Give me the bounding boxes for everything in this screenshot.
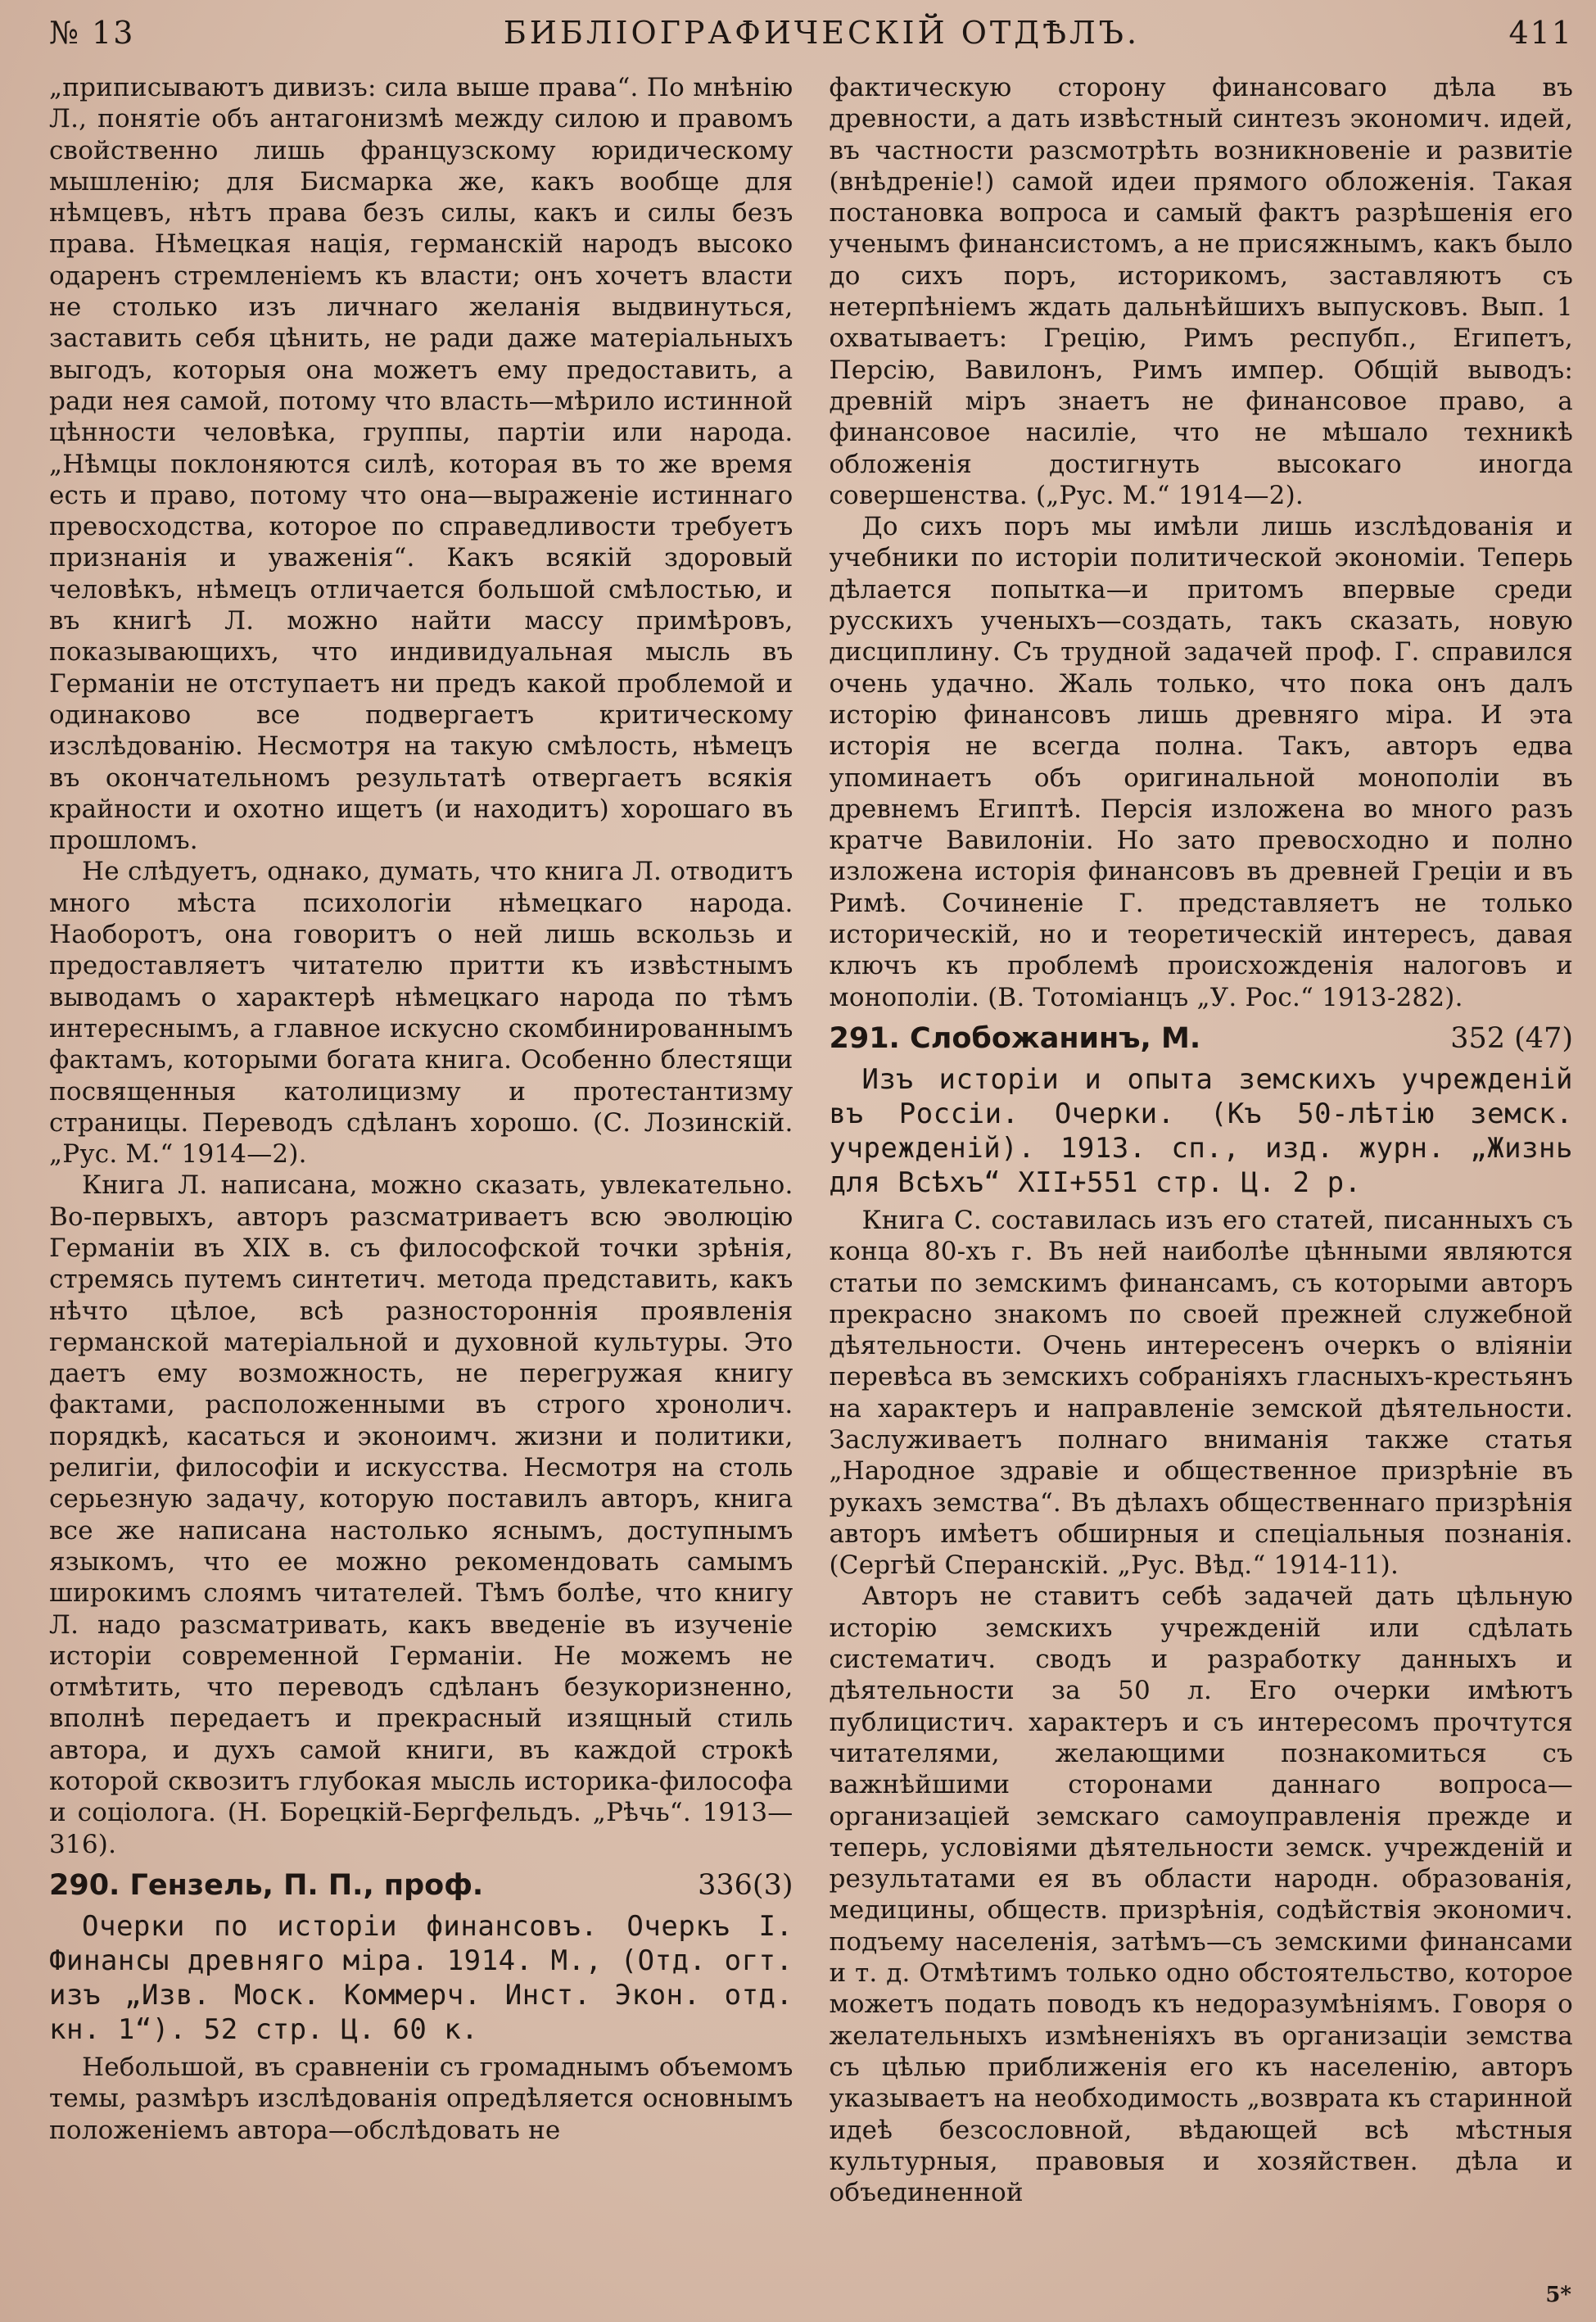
page-header (49, 15, 1573, 72)
entry-heading-290 (49, 1865, 793, 1906)
issue-number: № 13 (49, 15, 135, 51)
entry-title: Очерки по исторіи финансовъ. Очеркъ I. Финансы древняго міра. 1914. М., (Отд. огт. изъ „Изв. Моск. Коммерч. Инст. Экон. отд. кн. 1“). 52 стр. Ц. 60 к. (49, 1909, 793, 2046)
entry-count: 352 (47) (1450, 1021, 1573, 1055)
paragraph: фактическую сторону финансоваго дѣла въ древности, а дать извѣстный синтезъ экономич. идей, въ частности разсмотрѣть возникновеніе и развитіе (внѣдреніе!) самой идеи прямого обложенія. Такая постановка вопроса и самый фактъ разрѣшенія его ученымъ финансистомъ, а не присяжнымъ, какъ было до сихъ поръ, историкомъ, заставляютъ съ нетерпѣніемъ ждать дальнѣйшихъ выпусковъ. Вып. 1 охватываетъ: Грецію, Римъ респубп., Египетъ, Персію, Вавилонъ, Римъ импер. Общій выводъ: древній міръ знаетъ не финансовое право, а финансовое насиліе, что не мѣшало техникѣ обложенія достигнуть высокаго иногда совершенства. („Рус. М.“ 1914—2). (829, 73, 1573, 510)
signature-mark: 5* (1545, 2283, 1571, 2307)
section-title: БИБЛІОГРАФИЧЕСКІЙ ОТДѢЛЪ. (503, 15, 1141, 51)
paragraph: Книга С. составилась изъ его статей, писанныхъ съ конца 80-хъ г. Въ ней наиболѣе цѣнными являются статьи по земскимъ финансамъ, съ которыми авторъ прекрасно знакомъ по своей прежней служебной дѣятельности. Очень интересенъ очеркъ о вліяніи перевѣса въ земскихъ собраніяхъ гласныхъ-крестьянъ на характеръ и направленіе земской дѣятельности. Заслуживаетъ полнаго вниманія также статья „Народное здравіе и общественное призрѣніе въ рукахъ земства“. Въ дѣлахъ общественнаго призрѣнія авторъ имѣетъ обширныя и спеціальныя познанія. (Сергѣй Сперанскій. „Рус. Вѣд.“ 1914-11). (829, 1205, 1573, 1581)
paragraph: „приписываютъ дивизъ: сила выше права“. По мнѣнію Л., понятіе объ антагонизмѣ между силою и правомъ свойственно лишь французскому юридическому мышленію; для Бисмарка же, какъ вообще для нѣмцевъ, нѣтъ права безъ силы, какъ и силы безъ права. Нѣмецкая нація, германскій народъ высоко одаренъ стремленіемъ къ власти; онъ хочетъ власти не столько изъ личнаго желанія выдвинуться, заставить себя цѣнить, не ради даже матеріальныхъ выгодъ, которыя она можетъ ему предоставить, а ради нея самой, потому что власть—мѣрило истинной цѣнности человѣка, группы, партіи или народа. „Нѣмцы поклоняются силѣ, которая въ то же время есть и право, потому что она—выраженіе истиннаго превосходства, которое по справедливости требуетъ признанія и уваженія“. Какъ всякій здоровый человѣкъ, нѣмецъ отличается большой смѣлостью, и въ книгѣ Л. можно найти массу примѣровъ, показывающихъ, что индивидуальная мысль въ Германіи не отступаетъ ни предъ какой проблемой и одинаково все подвергаетъ критическому изслѣдованію. Несмотря на такую смѣлость, нѣмецъ въ окончательномъ результатѣ отвергаетъ всякія крайности и охотно ищетъ (и находитъ) хорошаго въ прошломъ. (49, 73, 793, 856)
entry-count: 336(3) (698, 1868, 793, 1902)
entry-author: 290. Гензель, П. П., проф. (49, 1868, 484, 1902)
paragraph: До сихъ поръ мы имѣли лишь изслѣдованія и учебники по исторіи политической экономіи. Теперь дѣлается попытка—и притомъ впервые среди русскихъ ученыхъ—создать, такъ сказать, новую дисциплину. Съ трудной задачей проф. Г. справился очень удачно. Жаль только, что пока онъ далъ исторію финансовъ лишь древняго міра. И эта исторія не всегда полна. Такъ, авторъ едва упоминаетъ объ оригинальной монополіи въ древнемъ Египтѣ. Персія изложена во много разъ кратче Вавилоніи. Но зато превосходно и полно изложена исторія финансовъ въ древней Греціи и въ Римѣ. Сочиненіе Г. представляетъ не только историческій, но и теоретическій интересъ, давая ключъ къ проблемѣ происхожденія налоговъ и монополіи. (В. Тотоміанцъ „У. Рос.“ 1913-282). (829, 512, 1573, 1012)
paragraph: Авторъ не ставитъ себѣ задачей дать цѣльную исторію земскихъ учрежденій или сдѣлать систематич. сводъ и разработку данныхъ и дѣятельности за 50 л. Его очерки имѣютъ публицистич. характеръ и съ интересомъ прочтутся читателями, желающими познакомиться съ важнѣйшими сторонами даннаго вопроса—организаціей земскаго самоуправленія прежде и теперь, условіями дѣятельности земск. учрежденій и результатами ея въ области народн. образованія, медицины, обществ. призрѣнія, содѣйствія экономич. подъему населенія, затѣмъ—съ земскими финансами и т. д. Отмѣтимъ только одно обстоятельство, которое можетъ подать поводъ къ недоразумѣніямъ. Говоря о желательныхъ измѣненіяхъ въ организаціи земства съ цѣлью приближенія его къ населенію, авторъ указываетъ на необходимость „возврата къ старинной идеѣ безсословной, вѣдающей всѣ мѣстныя культурныя, правовыя и хозяйствен. дѣла и объединенной (829, 1582, 1573, 2208)
entry-title: Изъ исторіи и опыта земскихъ учрежденій въ Россіи. Очерки. (Къ 50-лѣтію земск. учрежденій). 1913. сп., изд. журн. „Жизнь для Всѣхъ“ XII+551 стр. Ц. 2 р. (829, 1062, 1573, 1199)
paragraph: Не слѣдуетъ, однако, думать, что книга Л. отводитъ много мѣста психологіи нѣмецкаго народа. Наоборотъ, она говоритъ о ней лишь вскользь и предоставляетъ читателю притти къ извѣстнымъ выводамъ о характерѣ нѣмецкаго народа по тѣмъ интереснымъ, а главное искусно скомбинированнымъ фактамъ, которыми богата книга. Особенно блестящи посвященныя католицизму и протестантизму страницы. Переводъ сдѣланъ хорошо. (С. Лозинскій. „Рус. М.“ 1914—2). (49, 857, 793, 1170)
text-columns (49, 72, 1573, 2208)
paragraph: Небольшой, въ сравненіи съ громаднымъ объемомъ темы, размѣръ изслѣдованія опредѣляется основнымъ положеніемъ автора—обслѣдовать не (49, 2052, 793, 2145)
left-column (49, 72, 793, 2208)
right-column (830, 72, 1574, 2208)
entry-author: 291. Слобожанинъ, М. (829, 1021, 1201, 1055)
paragraph: Книга Л. написана, можно сказать, увлекательно. Во-первыхъ, авторъ разсматриваетъ всю эволюцію Германіи въ XIX в. съ философской точки зрѣнія, стремясь путемъ синтетич. метода представить, какъ нѣчто цѣлое, всѣ разностороннія проявленія германской матеріальной и духовной культуры. Это даетъ ему возможность, не перегружая книгу фактами, расположенными въ строго хронолич. порядкѣ, касаться и эконоимч. жизни и политики, религіи, философіи и искусства. Несмотря на столь серьезную задачу, которую поставилъ авторъ, книга все же написана настолько яснымъ, доступнымъ языкомъ, что ее можно рекомендовать самымъ широкимъ слоямъ читателей. Тѣмъ болѣе, что книгу Л. надо разсматривать, какъ введеніе въ изученіе исторіи современной Германіи. Не можемъ не отмѣтить, что переводъ сдѣланъ безукоризненно, вполнѣ передаетъ и прекрасный изящный стиль автора, и духъ самой книги, въ каждой строкѣ которой сквозитъ глубокая мысль историка-философа и соціолога. (Н. Борецкій-Бергфельдъ. „Рѣчь“. 1913—316). (49, 1170, 793, 1859)
entry-heading-291 (830, 1018, 1574, 1059)
page-number: 411 (1508, 15, 1573, 51)
